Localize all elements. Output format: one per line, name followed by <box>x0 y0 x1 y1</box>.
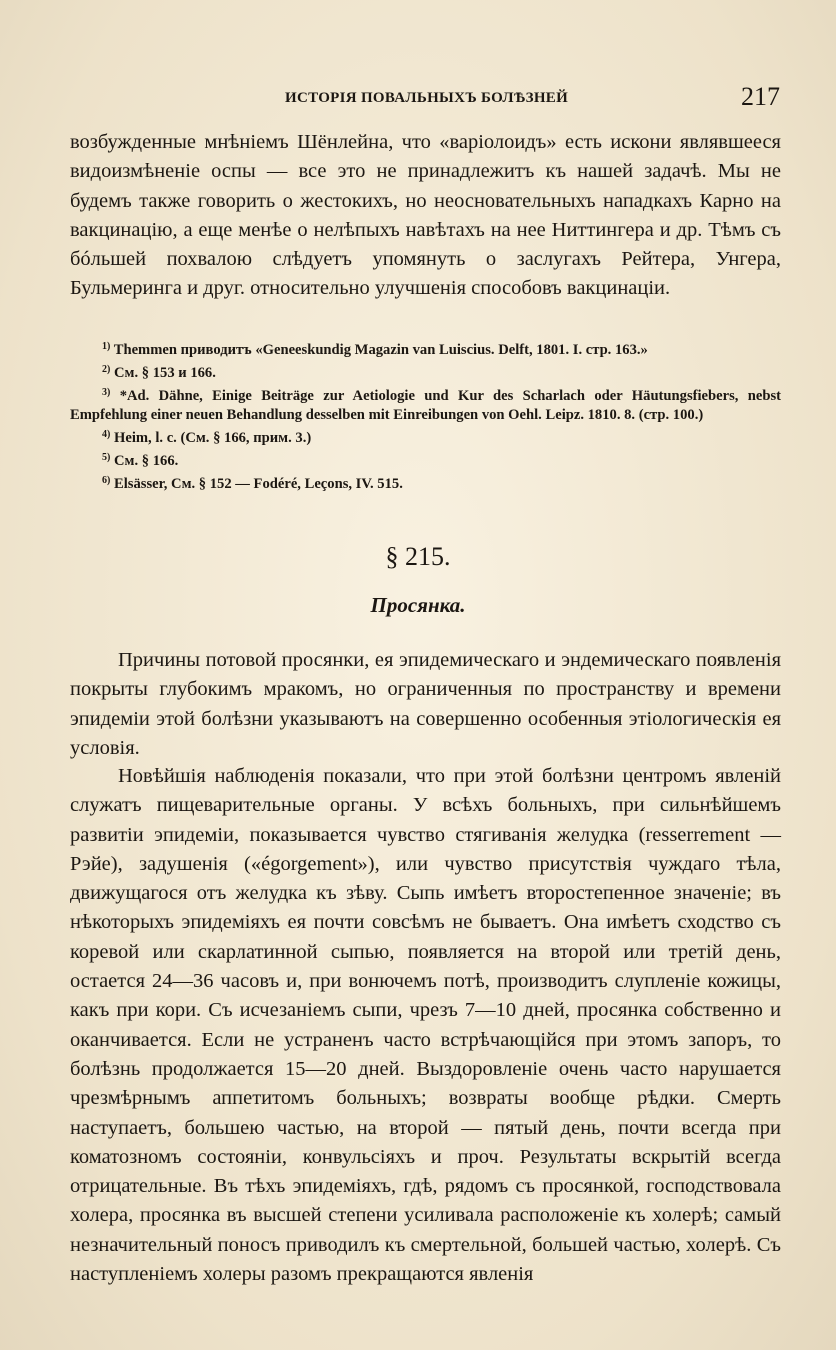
paragraph-text: Новѣйшія наблюденія показали, что при этой болѣзни центромъ явленій служатъ пищеварительные органы. У всѣхъ больныхъ, при сильнѣйшемъ развитіи эпидеміи, показывается чувство стягиванія желудка (resserrement — Рэйе), задушенія («égorgement»), или чувство присутствія чуждаго тѣла, движущагося отъ желудка къ зѣву. Сыпь имѣетъ второстепенное значеніе; въ нѣкоторыхъ эпидеміяхъ ея почти совсѣмъ не бываетъ. Она имѣетъ сходство съ коревой или скарлатинной сыпью, появляется на второй или третій день, остается 24—36 часовъ и, при вонючемъ потѣ, производитъ слупленіе кожицы, какъ при кори. Съ исчезаніемъ сыпи, чрезъ 7—10 дней, просянка собственно и оканчивается. Если не устраненъ часто встрѣчающійся при этомъ запоръ, то болѣзнь продолжается 15—20 дней. Выздоровленіе очень часто нарушается чрезмѣрнымъ аппетитомъ больныхъ; возвраты вообще рѣдки. Смерть наступаетъ, большею частью, на второй — пятый день, почти всегда при коматозномъ состояніи, конвульсіяхъ и проч. Результаты вскрытій всегда отрицательные. Въ тѣхъ эпидеміяхъ, гдѣ, рядомъ съ просянкой, господствовала холера, просянка въ высшей степени усиливала расположеніе къ холерѣ; самый незначительный поносъ приводилъ къ смертельной, большей частью, холерѣ. Съ наступленіемъ холеры разомъ прекращаются явленія <box>70 765 781 1286</box>
footnote-number: 2) <box>102 364 111 375</box>
footnote-text: См. § 166. <box>114 453 179 469</box>
footnote-number: 3) <box>102 387 111 398</box>
footnote <box>70 337 781 360</box>
footnote-text: Heim, l. c. (См. § 166, прим. 3.) <box>114 430 312 446</box>
footnote-text: См. § 153 и 166. <box>114 365 216 381</box>
footnote-text: Elsässer, См. § 152 — Fodéré, Leçons, IV. 515. <box>114 476 403 492</box>
section-number: § 215. <box>385 542 451 571</box>
running-head <box>70 84 780 114</box>
footnote-number: 1) <box>102 341 111 352</box>
paragraph-text: возбужденные мнѣніемъ Шёнлейна, что «варіолоидъ» есть искони являвшееся видоизмѣненіе оспы — все это не принадлежитъ къ нашей задачѣ. Мы не будемъ также говорить о жестокихъ, но неосновательныхъ нападкахъ Карно на вакцинацію, а еще менѣе о нелѣпыхъ навѣтахъ на нее Ниттингера и др. Тѣмъ съ бóльшей похвалою слѣдуетъ упомянуть о заслугахъ Рейтера, Унгера, Бульмеринга и друг. относительно улучшенія способовъ вакцинаціи. <box>70 131 781 300</box>
footnotes <box>70 337 781 494</box>
footnote <box>70 360 781 383</box>
footnote <box>70 471 781 494</box>
paragraph-text: Причины потовой просянки, ея эпидемическаго и эндемическаго появленія покрыты глубокимъ мракомъ, но ограниченныя по пространству и времени эпидеміи этой болѣзни указываютъ на совершенно особенныя этіологическія ея условія. <box>70 649 781 759</box>
running-title: ИСТОРІЯ ПОВАЛЬНЫХЪ БОЛѢЗНЕЙ <box>285 90 569 106</box>
section-paragraph <box>70 762 781 1289</box>
footnote-text: Themmen приводитъ «Geneeskundig Magazin van Luiscius. Delft, 1801. I. стр. 163.» <box>113 342 648 358</box>
footnote-number: 6) <box>102 475 111 486</box>
footnote-number: 5) <box>102 452 111 463</box>
section-paragraph <box>70 646 781 763</box>
page-number: 217 <box>741 82 780 111</box>
footnote <box>70 383 781 425</box>
footnote <box>70 448 781 471</box>
footnote-text: *Ad. Dähne, Einige Beiträge zur Aetiologie und Kur des Scharlach oder Häutungsfiebers, nebst Empfehlung einer neuen Behandlung desselben mit Einreibungen von Oehl. Leipz. 1810. 8. (стр. 100.) <box>70 388 781 423</box>
footnote-number: 4) <box>102 429 111 440</box>
footnote <box>70 425 781 448</box>
continued-paragraph <box>70 128 781 304</box>
section-title: Просянка. <box>370 593 466 617</box>
